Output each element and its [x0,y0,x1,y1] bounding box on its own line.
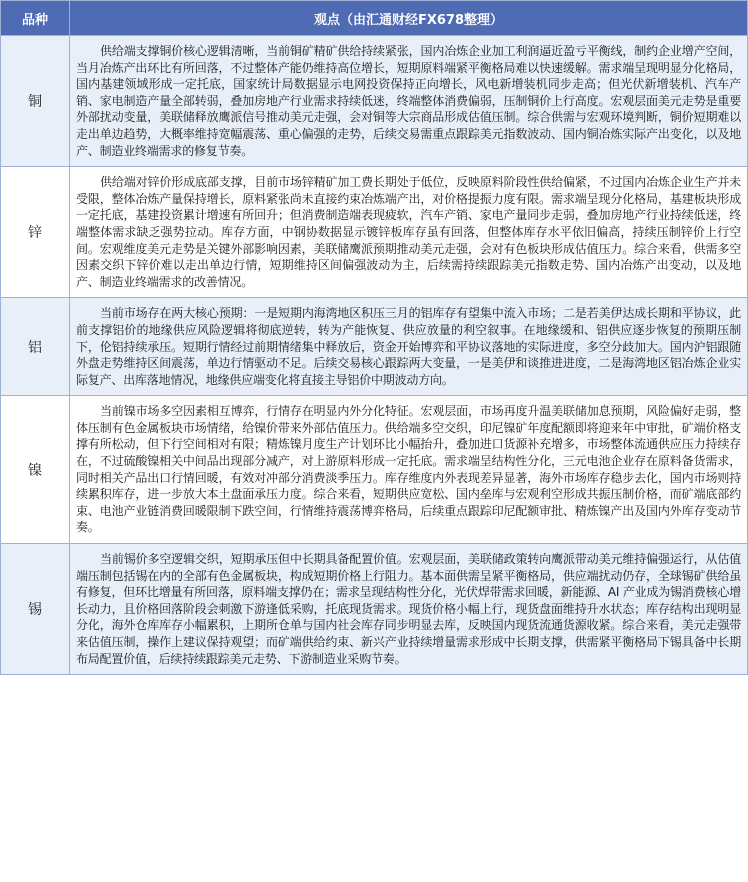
row-name: 锌 [1,167,70,298]
row-name: 镍 [1,396,70,544]
table-row-copper [1,36,748,167]
row-name: 铜 [1,36,70,167]
row-text: 当前市场存在两大核心预期：一是短期内海湾地区积压三月的铝库存有望集中流入市场；二是若美伊达成长期和平协议，此前支撑铝价的地缘供应风险逻辑将彻底逆转，转为产能恢复、供应放量的利空叙事。在地缘缓和、铝供应逐步恢复的预期压制下，伦铝持续承压。短期行情经过前期情绪集中释放后，资金开始博弈和平协议落地的实际进度，多空分歧加大。国内沪铝跟随外盘走势维持区间震荡，单边行情驱动不足。后续交易核心跟踪两大变量，一是美伊和谈推进进度，二是海湾地区铝冶炼企业实际复产、出库落地情况，地缘供应端变化将直接主导铝价中期波动方向。 [70,298,748,396]
table-row-aluminum [1,298,748,396]
row-text: 当前锡价多空逻辑交织，短期承压但中长期具备配置价值。宏观层面，美联储政策转向鹰派带动美元维持偏强运行，从估值端压制包括锡在内的全部有色金属板块，构成短期价格上行阻力。基本面供需呈紧平衡格局，供应端扰动仍存，全球锡矿供给虽有修复，但环比增量有所回落，原料端支撑仍在；需求呈现结构性分化，光伏焊带需求回暖，新能源、AI 产业成为锡消费核心增长动力，且价格回落阶段会刺激下游逢低采购，托底现货需求。现货价格小幅上行，现货盘面维持升水状态；库存结构出现明显分化，海外仓库库存小幅累积，上期所仓单与国内社会库存同步明显去库，反映国内现货流通货源收紧。综合来看，美元走强带来估值压制，操作上建议保持观望；而矿端供给约束、新兴产业持续增量需求形成中长期支撑，供需紧平衡格局下锡具备中长期布局配置价值，后续持续跟踪美元走势、下游制造业采购节奏。 [70,544,748,675]
table-row-zinc [1,167,748,298]
row-text: 供给端对锌价形成底部支撑，目前市场锌精矿加工费长期处于低位，反映原料阶段性供给偏紧，不过国内冶炼企业生产并未受限，整体冶炼产量保持增长，原料紧张尚未直接约束冶炼端产出，对价格提振力度有限。需求端呈现分化格局，基建板块形成一定托底，基建投资累计增速有所回升；但消费制造端表现疲软，汽车产销、家电产量同步走弱，叠加房地产行业持续低迷，终端整体需求缺乏强势拉动。库存方面，中钢协数据显示镀锌板库存虽有回落，但整体库存水平依旧偏高，持续压制锌价上行空间。宏观维度美元走势是关键外部影响因素，美联储鹰派预期推动美元走强，会对有色板块形成估值压力。综合来看，供需多空因素交织下锌价难以走出单边行情，短期维持区间偏强波动为主，后续需持续跟踪美元指数走势、国内冶炼产出变动，以及地产、制造业终端需求的改善情况。 [70,167,748,298]
table-header-row [1,1,748,36]
table-row-tin [1,544,748,675]
row-name: 锡 [1,544,70,675]
row-name: 铝 [1,298,70,396]
row-text: 当前镍市场多空因素相互博弈，行情存在明显内外分化特征。宏观层面，市场再度升温美联储加息预期，风险偏好走弱，整体压制有色金属板块市场情绪，给镍价带来外部估值压力。供给端多空交织，印尼镍矿年度配额即将迎来年中审批，矿端价格支撑有所松动，但下行空间相对有限；精炼镍月度生产计划环比小幅抬升，叠加进口货源补充增多，市场整体流通供应压力持续存在，不过硫酸镍相关中间品出现部分减产，对上游原料形成一定托底。需求端呈结构性分化，三元电池企业存在原料备货需求，同时相关产品出口行情回暖，有效对冲部分消费淡季压力。库存维度内外表现差异显著，海外市场库存稳步去化，国内市场则持续累积库存，进一步放大本土盘面承压力度。综合来看，短期供应宽松、国内垒库与宏观利空形成共振压制价格，而矿端底部约束、电池产业链消费回暖限制下跌空间，行情维持震荡博弈格局，后续重点跟踪印尼配额审批、精炼镍产出及国内外库存变动节奏。 [70,396,748,544]
header-variety: 品种 [1,1,70,36]
table-row-nickel [1,396,748,544]
header-view: 观点（由汇通财经FX678整理） [70,1,748,36]
row-text: 供给端支撑铜价核心逻辑清晰，当前铜矿精矿供给持续紧张，国内冶炼企业加工利润逼近盈亏平衡线，制约企业增产空间，当月冶炼产出环比有所回落，不过整体产能仍维持高位增长，短期原料端紧平衡格局难以快速缓解。需求端呈现明显分化格局，国内基建领域形成一定托底，国家统计局数据显示电网投资保持正向增长，风电新增装机同步走高；但光伏新增装机、汽车产销、家电制造产量全部转弱，叠加房地产行业需求持续低迷，终端整体消费偏弱，压制铜价上行高度。宏观层面美元走势是重要外部扰动变量，美联储释放鹰派信号推动美元走强，会对铜等大宗商品形成估值压制。综合供需与宏观环境判断，铜价短期难以走出单边趋势，大概率维持宽幅震荡、重心偏强的走势，后续交易需重点跟踪美元指数波动、国内铜冶炼实际产出变化，以及地产、制造业终端需求的修复节奏。 [70,36,748,167]
